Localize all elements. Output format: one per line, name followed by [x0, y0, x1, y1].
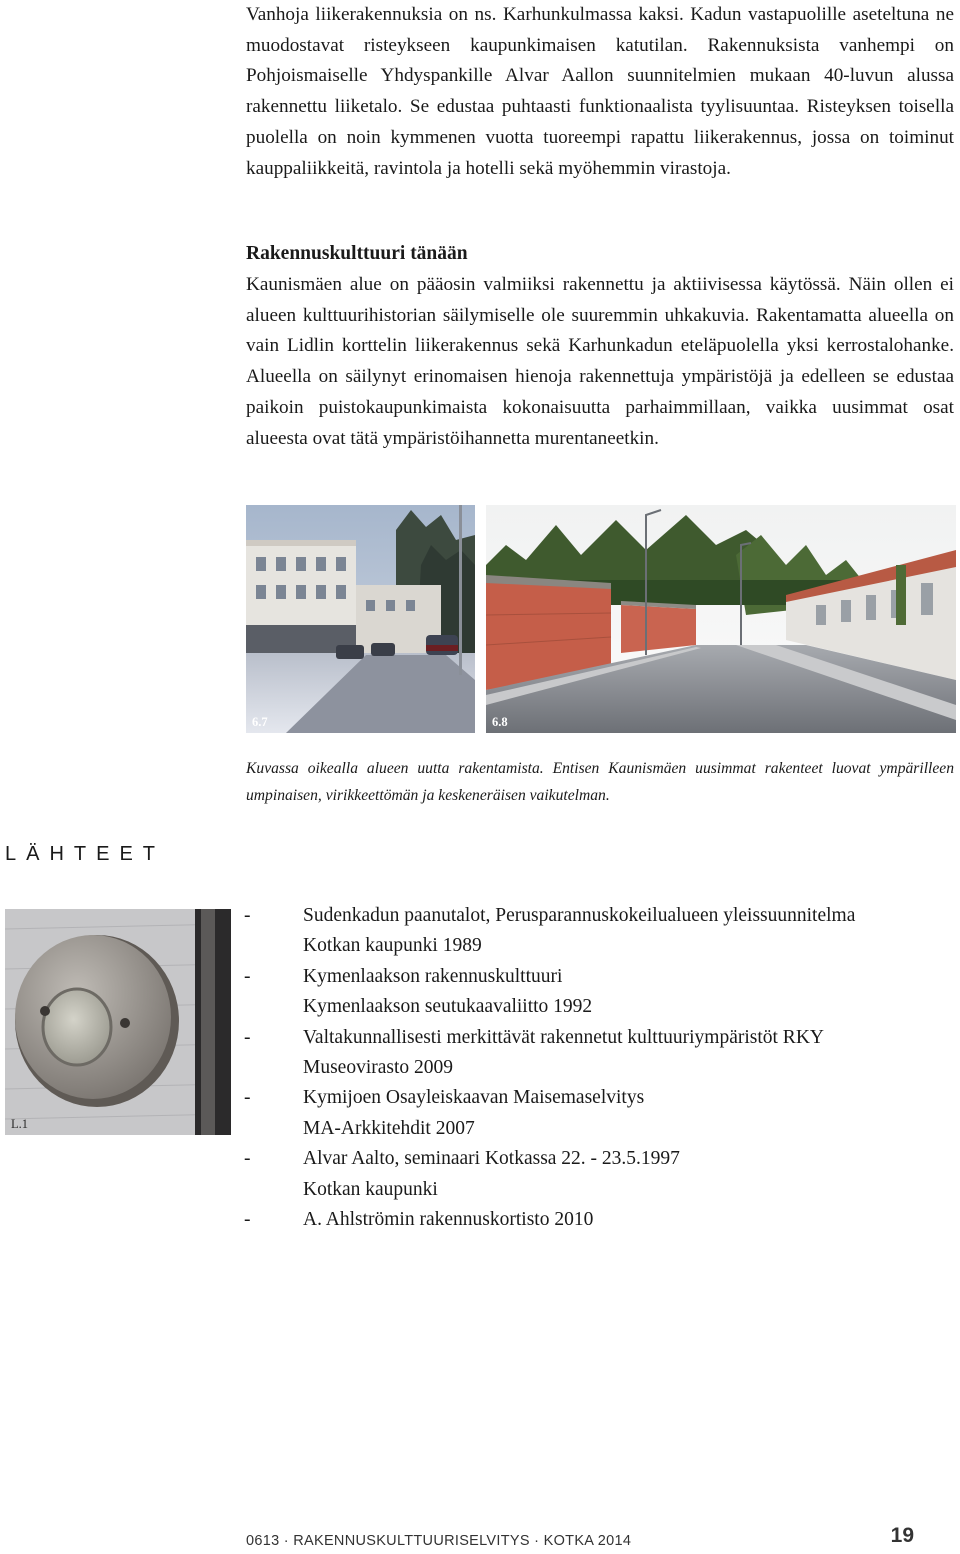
source-title: A. Ahlströmin rakennuskortisto 2010: [303, 1209, 594, 1231]
source-publisher: MA-Arkkitehdit 2007: [303, 1117, 475, 1139]
source-publisher: Museovirasto 2009: [303, 1057, 454, 1079]
source-item: [244, 901, 944, 962]
photo-number-label: 6.7: [252, 715, 268, 729]
source-item: [244, 1023, 944, 1084]
sources-list: [244, 901, 944, 1235]
photo-new-buildings: [486, 505, 956, 733]
photo-caption: Kuvassa oikealla alueen uutta rakentamista. Entisen Kaunismäen uusimmat rakenteet luovat ympärilleen umpinaisen, virikkeettömän ja keskeneräisen vaikutelman.: [246, 760, 954, 804]
sources-heading: LÄHTEET: [5, 843, 166, 865]
source-title: Kymijoen Osayleiskaavan Maisemaselvitys: [303, 1087, 645, 1109]
intro-paragraph: Vanhoja liikerakennuksia on ns. Karhunkulmassa kaksi. Kadun vastapuolille aseteltuna ne muodostavat risteykseen kaupunkimaisen katutilan. Rakennuksista vanhempi on Pohjoismaiselle Yhdyspankille Alvar Aallon suunnitelmien mukaan 40-luvun alussa rakennettu liiketalo. Se edustaa puhtaasti funktionaalista tyylisuuntaa. Risteyksen toisella puolella on noin kymmenen vuotta tuoreempi rapattu liikerakennus, jossa on toiminut kauppaliikkeitä, ravintola ja hotelli sekä myöhemmin virastoja.: [246, 4, 954, 179]
photo-doorbell: [5, 909, 231, 1135]
photo-number-label: 6.8: [492, 715, 508, 729]
list-dash: -: [244, 1087, 251, 1109]
source-publisher: Kymenlaakson seutukaavaliitto 1992: [303, 996, 593, 1018]
list-dash: -: [244, 965, 251, 987]
list-dash: -: [244, 1026, 251, 1048]
source-item: [244, 1205, 944, 1235]
source-title: Valtakunnallisesti merkittävät rakennetut kulttuuriympäristöt RKY: [303, 1026, 824, 1048]
section-heading: Rakennuskulttuuri tänään: [246, 243, 468, 264]
list-dash: -: [244, 1148, 251, 1170]
source-item: [244, 1144, 944, 1205]
source-item: [244, 962, 944, 1023]
source-publisher: Kotkan kaupunki: [303, 1178, 438, 1200]
source-title: Alvar Aalto, seminaari Kotkassa 22. - 23.5.1997: [303, 1148, 680, 1170]
page-number: 19: [890, 1524, 914, 1547]
list-dash: -: [244, 905, 251, 926]
source-title: Kymenlaakson rakennuskulttuuri: [303, 965, 563, 987]
source-item: [244, 1083, 944, 1144]
section-body: Kaunismäen alue on pääosin valmiiksi rakennettu ja aktiivisessa käytössä. Näin ollen ei alueen kulttuurihistorian säilymiselle ole suuremmin uhkakuvia. Rakentamatta alueella on vain Lidlin korttelin liikerakennus sekä Karhunkadun eteläpuolella yksi kerrostalohanke. Alueella on säilynyt erinomaisen hienoja rakennettuja ympäristöjä ja edelleen se edustaa paikoin puistokaupunkimaista kokonaisuutta parhaimmillaan, vaikka uusimmat osat alueesta ovat tätä ympäristöihannetta murentaneetkin.: [246, 274, 954, 449]
footer-text: 0613 · RAKENNUSKULTTUURISELVITYS · KOTKA 2014: [246, 1533, 632, 1549]
photo-street-winter: [246, 505, 475, 733]
list-dash: -: [244, 1209, 251, 1231]
source-publisher: Kotkan kaupunki 1989: [303, 935, 482, 957]
source-title: Sudenkadun paanutalot, Perusparannuskokeilualueen yleissuunnitelma: [303, 905, 856, 926]
photo-number-label: L.1: [11, 1117, 29, 1131]
